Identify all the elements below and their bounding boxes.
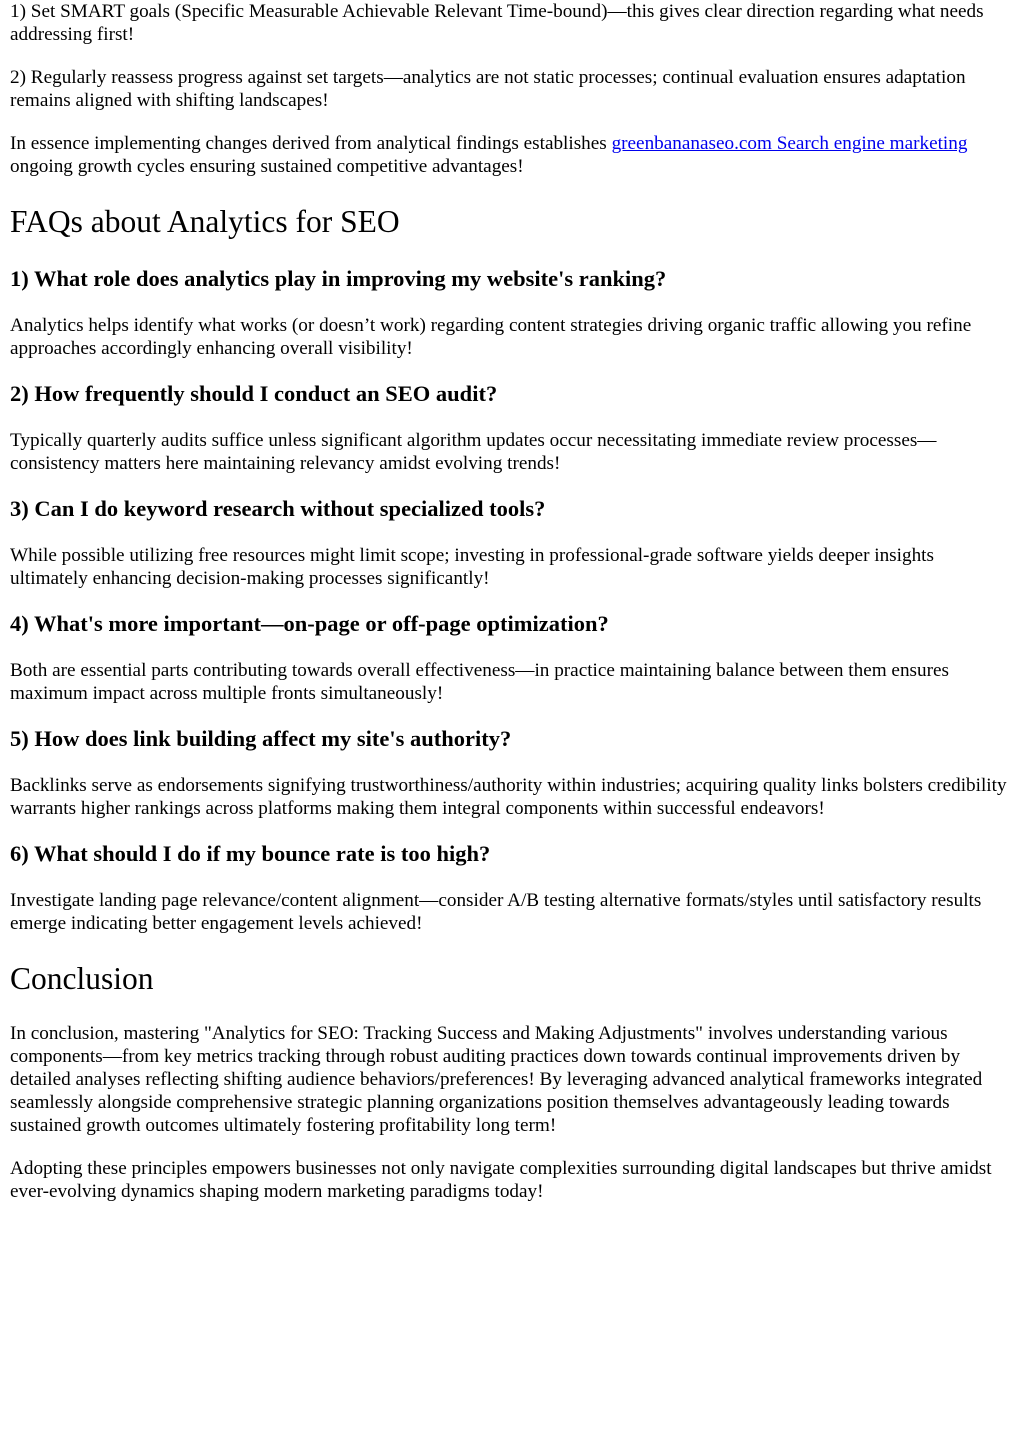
- conclusion-heading: Conclusion: [10, 961, 154, 996]
- faq-answer-3: While possible utilizing free resources might limit scope; investing in professional-grade software yields deeper insights ultimately enhancing decision-making processes significantly!: [10, 545, 934, 589]
- intro-paragraph-3: [10, 132, 1014, 178]
- faq-question-5: 5) How does link building affect my site's authority?: [10, 726, 512, 751]
- search-engine-marketing-link[interactable]: greenbananaseo.com Search engine marketing: [611, 133, 968, 154]
- intro-paragraph-2: 2) Regularly reassess progress against set targets—analytics are not static processes; continual evaluation ensures adaptation remains aligned with shifting landscapes!: [10, 67, 966, 111]
- intro-paragraph-3-text-before: In essence implementing changes derived from analytical findings establishes: [10, 133, 612, 154]
- faq-question-2: 2) How frequently should I conduct an SEO audit?: [10, 381, 498, 406]
- faq-question-6: 6) What should I do if my bounce rate is too high?: [10, 841, 491, 866]
- faq-answer-1: Analytics helps identify what works (or doesn’t work) regarding content strategies driving organic traffic allowing you refine approaches accordingly enhancing overall visibility!: [10, 315, 972, 359]
- faq-heading: FAQs about Analytics for SEO: [10, 204, 400, 239]
- faq-question-1: 1) What role does analytics play in improving my website's ranking?: [10, 266, 667, 291]
- conclusion-paragraph-1: In conclusion, mastering "Analytics for SEO: Tracking Success and Making Adjustments" involves understanding various components—from key metrics tracking through robust auditing practices down towards continual improvements driven by detailed analyses reflecting shifting audience behaviors/preferences! By leveraging advanced analytical frameworks integrated seamlessly alongside comprehensive strategic planning organizations position themselves advantageously leading towards sustained growth outcomes ultimately fostering profitability long term!: [10, 1023, 983, 1136]
- faq-question-3: 3) Can I do keyword research without specialized tools?: [10, 496, 546, 521]
- conclusion-paragraph-2: Adopting these principles empowers businesses not only navigate complexities surrounding digital landscapes but thrive amidst ever-evolving dynamics shaping modern marketing paradigms today!: [10, 1158, 992, 1202]
- intro-paragraph-1: 1) Set SMART goals (Specific Measurable Achievable Relevant Time-bound)—this gives clear direction regarding what needs addressing first!: [10, 1, 984, 45]
- faq-answer-2: Typically quarterly audits suffice unless significant algorithm updates occur necessitating immediate review processes—consistency matters here maintaining relevancy amidst evolving trends!: [10, 430, 937, 474]
- intro-paragraph-3-text-after: ongoing growth cycles ensuring sustained competitive advantages!: [10, 156, 524, 177]
- faq-answer-6: Investigate landing page relevance/content alignment—consider A/B testing alternative formats/styles until satisfactory results emerge indicating better engagement levels achieved!: [10, 890, 982, 934]
- faq-answer-5: Backlinks serve as endorsements signifying trustworthiness/authority within industries; acquiring quality links bolsters credibility warrants higher rankings across platforms making them integral components within successful endeavors!: [10, 775, 1007, 819]
- faq-answer-4: Both are essential parts contributing towards overall effectiveness—in practice maintaining balance between them ensures maximum impact across multiple fronts simultaneously!: [10, 660, 949, 704]
- faq-question-4: 4) What's more important—on-page or off-page optimization?: [10, 611, 609, 636]
